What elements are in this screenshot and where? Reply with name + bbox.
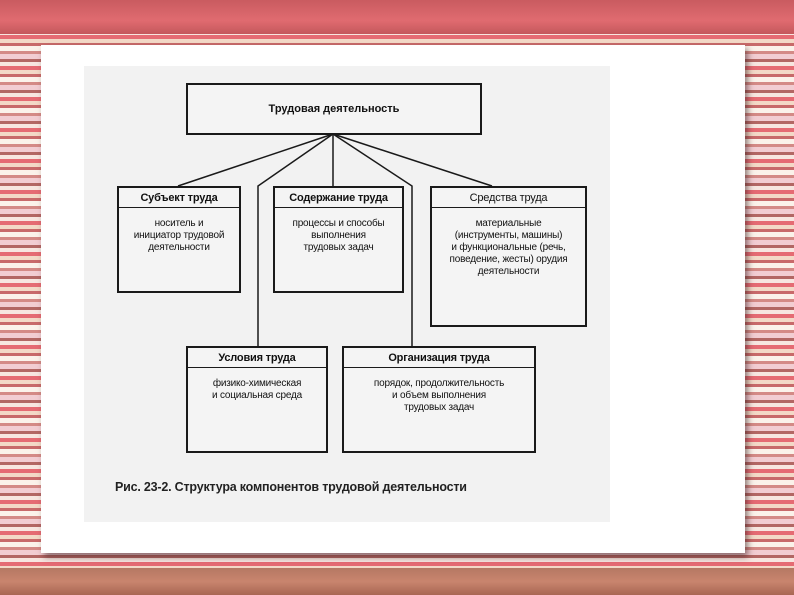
node-conditions-text: физико-химическая и социальная среда bbox=[212, 378, 302, 401]
edge-root-means bbox=[333, 134, 492, 186]
node-content-text: процессы и способы выполнения трудовых задач bbox=[292, 218, 385, 253]
node-means-text: материальные (инструменты, машины) и функциональные (речь, поведение, жесты) орудия деятельности bbox=[449, 218, 568, 277]
node-subject-title: Субъект труда bbox=[119, 188, 239, 208]
node-content-title: Содержание труда bbox=[275, 188, 402, 208]
root-node bbox=[186, 83, 482, 135]
root-node-label: Трудовая деятельность bbox=[268, 103, 400, 115]
node-organization bbox=[342, 346, 536, 453]
node-content bbox=[273, 186, 404, 293]
figure-caption: Рис. 23-2. Структура компонентов трудовой деятельности bbox=[115, 480, 467, 494]
node-means bbox=[430, 186, 587, 327]
node-subject-text: носитель и инициатор трудовой деятельности bbox=[133, 218, 225, 253]
node-conditions bbox=[186, 346, 328, 453]
node-means-title: Средства труда bbox=[432, 188, 585, 208]
edge-root-subject bbox=[178, 134, 333, 186]
node-conditions-title: Условия труда bbox=[188, 348, 326, 368]
node-organization-text: порядок, продолжительность и объем выполнения трудовых задач bbox=[373, 378, 505, 413]
node-subject bbox=[117, 186, 241, 293]
node-organization-title: Организация труда bbox=[344, 348, 534, 368]
